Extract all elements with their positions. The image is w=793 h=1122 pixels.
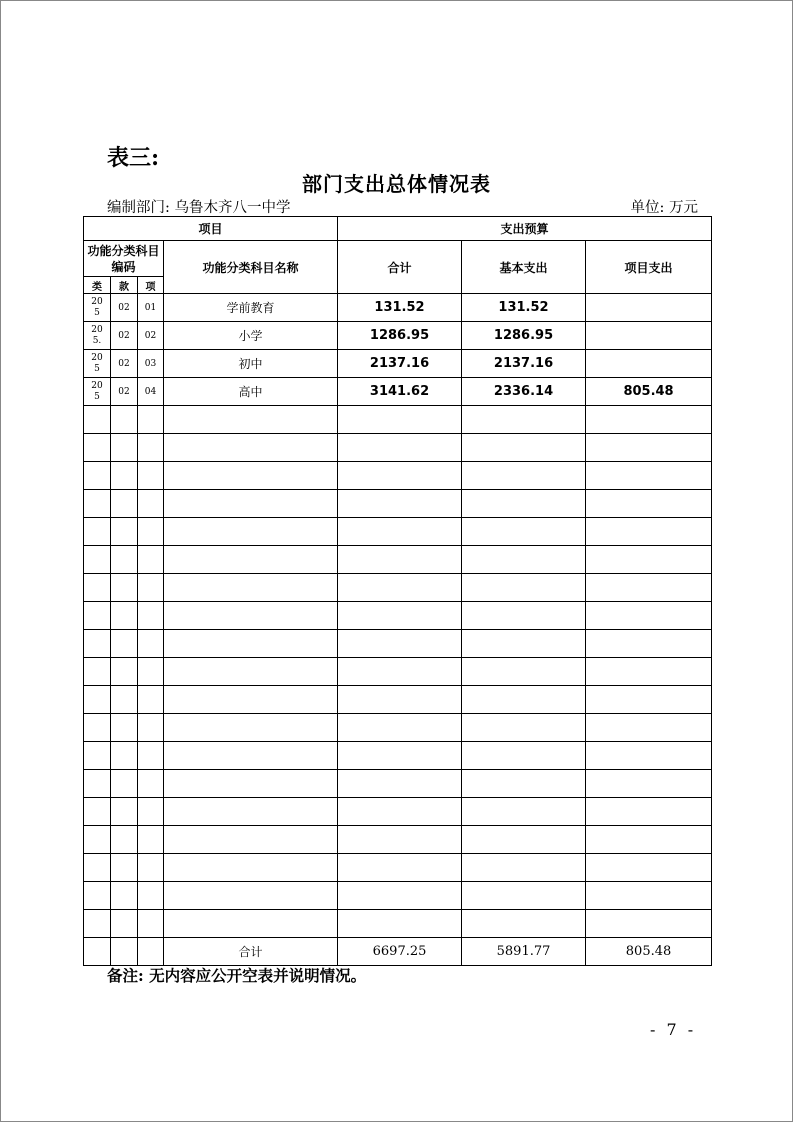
empty-cell	[462, 490, 586, 518]
empty-row	[84, 798, 712, 826]
page-number: - 7 -	[650, 1020, 697, 1039]
empty-cell	[111, 546, 138, 574]
empty-cell	[586, 798, 712, 826]
row-basic: 131.52	[462, 294, 586, 322]
empty-cell	[84, 406, 111, 434]
empty-cell	[164, 574, 338, 602]
row-lei-code-part: 20	[91, 324, 103, 335]
header-budget: 支出预算	[338, 217, 712, 241]
empty-cell	[462, 770, 586, 798]
empty-cell	[84, 490, 111, 518]
row-basic: 1286.95	[462, 322, 586, 350]
row-item	[586, 322, 712, 350]
total-row-label: 合计	[164, 938, 338, 966]
empty-cell	[138, 854, 164, 882]
empty-cell	[138, 882, 164, 910]
empty-cell	[138, 770, 164, 798]
empty-row	[84, 658, 712, 686]
empty-cell	[462, 434, 586, 462]
empty-cell	[84, 518, 111, 546]
empty-cell	[138, 826, 164, 854]
empty-cell	[164, 490, 338, 518]
header-kuan: 款	[111, 277, 138, 294]
empty-cell	[338, 910, 462, 938]
empty-cell	[586, 686, 712, 714]
empty-cell	[138, 714, 164, 742]
empty-cell	[111, 406, 138, 434]
row-name: 小学	[164, 322, 338, 350]
row-lei-code	[84, 322, 111, 350]
total-row-basic: 5891.77	[462, 938, 586, 966]
department-line: 编制部门: 乌鲁木齐八一中学	[107, 200, 291, 216]
row-lei-code-part: 5	[94, 391, 100, 402]
empty-cell	[164, 882, 338, 910]
header-basic: 基本支出	[462, 241, 586, 294]
empty-cell	[138, 434, 164, 462]
empty-row	[84, 546, 712, 574]
empty-cell	[138, 630, 164, 658]
row-xiang-code: 02	[138, 322, 164, 350]
row-kuan-code: 02	[111, 294, 138, 322]
empty-cell	[462, 574, 586, 602]
empty-cell	[138, 462, 164, 490]
empty-cell	[462, 826, 586, 854]
row-lei-code	[84, 294, 111, 322]
empty-cell	[84, 854, 111, 882]
header-name: 功能分类科目名称	[164, 241, 338, 294]
row-lei-code-part: 20	[91, 352, 103, 363]
row-kuan-code: 02	[111, 350, 138, 378]
empty-cell	[111, 518, 138, 546]
empty-row	[84, 630, 712, 658]
empty-cell	[462, 742, 586, 770]
empty-cell	[164, 826, 338, 854]
empty-cell	[111, 574, 138, 602]
empty-cell	[84, 462, 111, 490]
empty-cell	[462, 882, 586, 910]
empty-cell	[462, 462, 586, 490]
row-name: 高中	[164, 378, 338, 406]
empty-cell	[586, 546, 712, 574]
note: 备注: 无内容应公开空表并说明情况。	[107, 966, 367, 985]
empty-cell	[462, 714, 586, 742]
empty-cell	[164, 630, 338, 658]
empty-cell	[138, 546, 164, 574]
row-total: 2137.16	[338, 350, 462, 378]
empty-row	[84, 826, 712, 854]
empty-row	[84, 490, 712, 518]
row-basic: 2137.16	[462, 350, 586, 378]
empty-cell	[462, 630, 586, 658]
empty-cell	[138, 518, 164, 546]
empty-cell	[338, 714, 462, 742]
header-xiang: 项	[138, 277, 164, 294]
row-xiang-code: 04	[138, 378, 164, 406]
empty-cell	[84, 770, 111, 798]
empty-cell	[462, 546, 586, 574]
empty-cell	[84, 658, 111, 686]
row-xiang-code: 03	[138, 350, 164, 378]
empty-cell	[164, 518, 338, 546]
empty-cell	[138, 742, 164, 770]
empty-cell	[586, 462, 712, 490]
empty-cell	[338, 546, 462, 574]
empty-row	[84, 686, 712, 714]
empty-cell	[84, 826, 111, 854]
empty-cell	[84, 686, 111, 714]
empty-cell	[138, 658, 164, 686]
empty-cell	[138, 574, 164, 602]
empty-cell	[586, 910, 712, 938]
table-row	[84, 378, 712, 406]
empty-cell	[586, 602, 712, 630]
empty-cell	[164, 686, 338, 714]
row-kuan-code: 02	[111, 322, 138, 350]
empty-cell	[84, 742, 111, 770]
header-total: 合计	[338, 241, 462, 294]
empty-cell	[338, 770, 462, 798]
empty-cell	[338, 854, 462, 882]
empty-cell	[462, 658, 586, 686]
empty-row	[84, 462, 712, 490]
empty-cell	[111, 742, 138, 770]
row-total: 1286.95	[338, 322, 462, 350]
empty-cell	[138, 406, 164, 434]
empty-cell	[111, 770, 138, 798]
row-lei-code-part: 5	[94, 363, 100, 374]
empty-cell	[338, 490, 462, 518]
empty-cell	[338, 798, 462, 826]
empty-cell	[586, 406, 712, 434]
empty-cell	[164, 434, 338, 462]
empty-cell	[586, 770, 712, 798]
table-label: 表三:	[107, 145, 160, 171]
empty-cell	[84, 630, 111, 658]
total-row-total: 6697.25	[338, 938, 462, 966]
empty-cell	[338, 406, 462, 434]
total-row-item: 805.48	[586, 938, 712, 966]
row-lei-code-part: 5.	[92, 335, 102, 346]
empty-cell	[111, 434, 138, 462]
empty-cell	[111, 714, 138, 742]
row-total: 131.52	[338, 294, 462, 322]
empty-cell	[138, 490, 164, 518]
empty-cell	[111, 882, 138, 910]
empty-cell	[111, 854, 138, 882]
empty-row	[84, 406, 712, 434]
empty-cell	[462, 686, 586, 714]
empty-cell	[586, 574, 712, 602]
total-row-empty-cell	[138, 938, 164, 966]
empty-cell	[138, 686, 164, 714]
empty-cell	[111, 490, 138, 518]
header-row-1	[84, 217, 712, 241]
empty-row	[84, 574, 712, 602]
empty-cell	[111, 658, 138, 686]
header-lei: 类	[84, 277, 111, 294]
empty-cell	[338, 742, 462, 770]
row-lei-code	[84, 378, 111, 406]
empty-cell	[164, 798, 338, 826]
empty-cell	[586, 854, 712, 882]
empty-cell	[338, 686, 462, 714]
table-row	[84, 294, 712, 322]
empty-cell	[138, 910, 164, 938]
empty-cell	[338, 518, 462, 546]
empty-cell	[164, 602, 338, 630]
empty-row	[84, 434, 712, 462]
empty-cell	[338, 574, 462, 602]
empty-row	[84, 742, 712, 770]
empty-cell	[164, 854, 338, 882]
empty-row	[84, 602, 712, 630]
table-row	[84, 350, 712, 378]
row-basic: 2336.14	[462, 378, 586, 406]
empty-row	[84, 854, 712, 882]
header-code-group-text: 功能分类科目编码	[87, 243, 160, 274]
empty-cell	[164, 770, 338, 798]
row-lei-code-part: 20	[91, 296, 103, 307]
empty-cell	[111, 686, 138, 714]
empty-cell	[462, 798, 586, 826]
empty-cell	[462, 406, 586, 434]
table-row	[84, 322, 712, 350]
empty-cell	[164, 546, 338, 574]
row-item: 805.48	[586, 378, 712, 406]
empty-cell	[111, 462, 138, 490]
row-item	[586, 294, 712, 322]
header-row-2	[84, 241, 712, 277]
empty-cell	[164, 406, 338, 434]
total-row-empty-cell	[84, 938, 111, 966]
row-name: 初中	[164, 350, 338, 378]
empty-row	[84, 882, 712, 910]
empty-cell	[164, 742, 338, 770]
empty-cell	[586, 882, 712, 910]
empty-row	[84, 770, 712, 798]
empty-cell	[338, 602, 462, 630]
empty-cell	[164, 462, 338, 490]
empty-cell	[164, 714, 338, 742]
header-code-group	[84, 241, 164, 277]
empty-cell	[164, 910, 338, 938]
empty-cell	[111, 798, 138, 826]
header-project: 项目	[84, 217, 338, 241]
expenditure-table	[83, 216, 712, 966]
empty-cell	[84, 602, 111, 630]
empty-cell	[462, 854, 586, 882]
empty-cell	[462, 602, 586, 630]
empty-cell	[462, 518, 586, 546]
empty-cell	[138, 602, 164, 630]
total-row-empty-cell	[111, 938, 138, 966]
empty-cell	[111, 630, 138, 658]
empty-row	[84, 518, 712, 546]
empty-cell	[586, 714, 712, 742]
empty-cell	[84, 574, 111, 602]
empty-cell	[338, 462, 462, 490]
row-xiang-code: 01	[138, 294, 164, 322]
row-name: 学前教育	[164, 294, 338, 322]
row-lei-code-part: 5	[94, 307, 100, 318]
empty-cell	[84, 910, 111, 938]
empty-cell	[138, 798, 164, 826]
empty-cell	[111, 910, 138, 938]
empty-cell	[586, 434, 712, 462]
empty-cell	[586, 490, 712, 518]
empty-cell	[164, 658, 338, 686]
row-lei-code	[84, 350, 111, 378]
empty-cell	[338, 434, 462, 462]
row-lei-code-part: 20	[91, 380, 103, 391]
empty-cell	[586, 658, 712, 686]
total-row	[84, 938, 712, 966]
empty-cell	[84, 798, 111, 826]
empty-cell	[84, 714, 111, 742]
unit-line: 单位: 万元	[630, 200, 698, 216]
empty-cell	[586, 742, 712, 770]
empty-cell	[338, 658, 462, 686]
empty-row	[84, 910, 712, 938]
empty-cell	[84, 882, 111, 910]
empty-cell	[338, 882, 462, 910]
empty-cell	[586, 826, 712, 854]
empty-cell	[338, 826, 462, 854]
empty-cell	[586, 630, 712, 658]
empty-cell	[586, 518, 712, 546]
empty-row	[84, 714, 712, 742]
empty-cell	[111, 602, 138, 630]
header-item: 项目支出	[586, 241, 712, 294]
empty-cell	[462, 910, 586, 938]
empty-cell	[111, 826, 138, 854]
empty-cell	[338, 630, 462, 658]
empty-cell	[84, 434, 111, 462]
row-item	[586, 350, 712, 378]
row-total: 3141.62	[338, 378, 462, 406]
empty-cell	[84, 546, 111, 574]
row-kuan-code: 02	[111, 378, 138, 406]
document-title: 部门支出总体情况表	[302, 172, 491, 196]
